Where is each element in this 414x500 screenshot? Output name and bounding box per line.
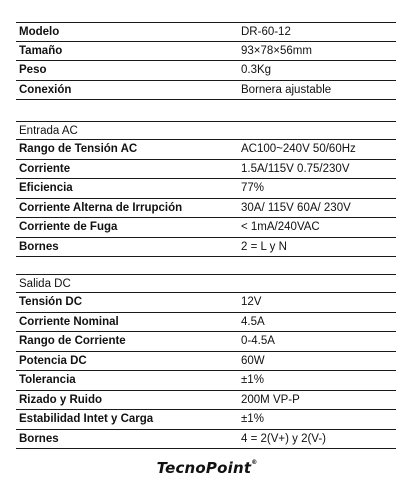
spec-label: Rango de Tensión AC — [19, 143, 138, 156]
spec-row — [16, 332, 396, 352]
spec-label: Corriente de Fuga — [19, 221, 118, 234]
spec-row — [16, 61, 396, 81]
spec-value: AC100~240V 50/60Hz — [241, 143, 356, 156]
spec-label: Tensión DC — [19, 296, 83, 309]
spec-row — [16, 179, 396, 199]
section-title: Entrada AC — [16, 121, 396, 140]
spec-label: Bornes — [19, 432, 59, 445]
spec-row — [16, 410, 396, 430]
spec-row — [16, 160, 396, 180]
spec-row — [16, 293, 396, 313]
spec-label: Estabilidad Intet y Carga — [19, 413, 154, 426]
spec-row — [16, 391, 396, 411]
registered-mark: ® — [251, 459, 258, 466]
spec-value: 0-4.5A — [241, 335, 275, 348]
spec-label: Eficiencia — [19, 182, 73, 195]
spec-value: DR-60-12 — [241, 25, 291, 38]
spec-row — [16, 371, 396, 391]
spec-row — [16, 313, 396, 333]
spec-label: Corriente Alterna de Irrupción — [19, 201, 183, 214]
spec-label: Peso — [19, 64, 47, 77]
section-title: Salida DC — [16, 274, 396, 293]
spec-value: 4 = 2(V+) y 2(V-) — [241, 432, 327, 445]
dc-output-section — [16, 274, 396, 449]
spec-value: 200M VP-P — [241, 393, 300, 406]
spec-row — [16, 430, 396, 450]
ac-input-section — [16, 121, 396, 257]
spec-value: 93×78×56mm — [241, 44, 312, 57]
spec-label: Corriente — [19, 162, 71, 175]
spec-value: 60W — [241, 354, 265, 367]
spec-value: 4.5A — [241, 315, 265, 328]
spec-row — [16, 218, 396, 238]
spec-value: 30A/ 115V 60A/ 230V — [241, 201, 351, 214]
spec-row — [16, 81, 396, 101]
spec-label: Bornes — [19, 240, 59, 253]
spec-row — [16, 238, 396, 258]
spec-value: 77% — [241, 182, 265, 195]
brand-logo — [0, 459, 414, 477]
spec-value: 12V — [241, 296, 262, 309]
spec-row — [16, 199, 396, 219]
spec-value: Bornera ajustable — [241, 83, 332, 96]
spec-value: < 1mA/240VAC — [241, 221, 320, 234]
spec-value: ±1% — [241, 374, 264, 387]
spec-value: 1.5A/115V 0.75/230V — [241, 162, 350, 175]
spec-row — [16, 22, 396, 42]
spec-label: Tamaño — [19, 44, 63, 57]
spec-label: Rango de Corriente — [19, 335, 126, 348]
spec-label: Corriente Nominal — [19, 315, 119, 328]
spec-label: Rizado y Ruido — [19, 393, 103, 406]
spec-row — [16, 140, 396, 160]
spec-row — [16, 352, 396, 372]
spec-row — [16, 42, 396, 62]
spec-label: Tolerancia — [19, 374, 76, 387]
spec-label: Potencia DC — [19, 354, 87, 367]
spec-value: ±1% — [241, 413, 264, 426]
spec-label: Modelo — [19, 25, 60, 38]
general-specs-table — [16, 22, 396, 100]
spec-value: 0.3Kg — [241, 64, 272, 77]
spec-label: Conexión — [19, 83, 72, 96]
spec-value: 2 = L y N — [241, 240, 287, 253]
brand-logo-text: TecnoPoint — [156, 459, 252, 477]
